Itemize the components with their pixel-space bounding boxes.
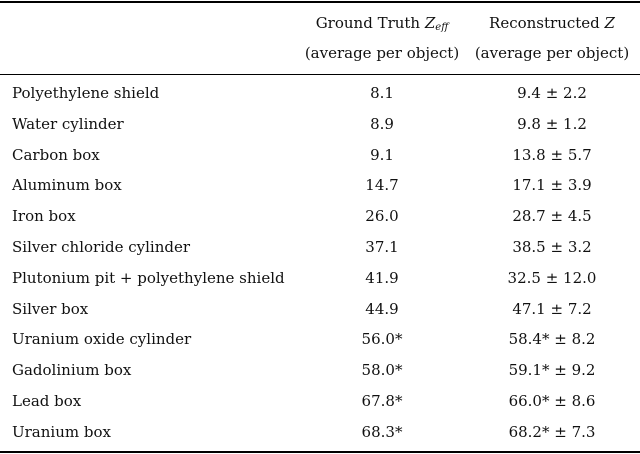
reconstructed-cell: 17.1 ± 3.9	[512, 176, 592, 195]
ground-truth-cell: 58.0*	[361, 361, 403, 380]
reconstructed-cell: 28.7 ± 4.5	[512, 207, 592, 226]
header-reconstructed-note: (average per object)	[474, 44, 630, 62]
ground-truth-cell: 44.9	[365, 299, 399, 318]
reconstructed-cell: 13.8 ± 5.7	[512, 145, 592, 164]
ground-truth-cell: 41.9	[365, 268, 399, 287]
ground-truth-cell: 8.9	[370, 114, 394, 133]
ground-truth-cell: 67.8*	[361, 392, 403, 410]
table-row	[0, 269, 640, 300]
table-row	[0, 238, 640, 269]
header-ground-truth-note: (average per object)	[304, 44, 460, 62]
header-rule	[0, 74, 640, 75]
object-name-cell: Water cylinder	[12, 114, 124, 133]
header-reconstructed-symbol: Z	[604, 14, 615, 32]
object-name-cell: Uranium box	[12, 422, 111, 441]
ground-truth-cell: 68.3*	[361, 422, 403, 441]
table-row	[0, 207, 640, 238]
table-row	[0, 300, 640, 331]
ground-truth-cell: 26.0	[365, 207, 399, 226]
reconstructed-cell: 32.5 ± 12.0	[507, 268, 597, 287]
ground-truth-cell: 9.1	[370, 145, 394, 164]
table-row	[0, 84, 640, 115]
object-name-cell: Polyethylene shield	[12, 84, 160, 102]
top-rule	[0, 1, 640, 3]
reconstructed-cell: 66.0* ± 8.6	[508, 392, 596, 410]
reconstructed-cell: 59.1* ± 9.2	[508, 361, 596, 380]
object-name-cell: Carbon box	[12, 145, 100, 164]
header-ground-truth-symbol: Z	[424, 14, 436, 32]
reconstructed-cell: 58.4* ± 8.2	[508, 330, 596, 349]
header-ground-truth	[300, 14, 464, 37]
object-name-cell: Plutonium pit + polyethylene shield	[12, 268, 285, 287]
reconstructed-cell: 9.4 ± 2.2	[517, 84, 587, 102]
bottom-rule	[0, 451, 640, 453]
object-name-cell: Aluminum box	[12, 176, 122, 195]
reconstructed-cell: 68.2* ± 7.3	[508, 422, 596, 441]
object-name-cell: Silver chloride cylinder	[12, 238, 191, 256]
reconstructed-cell: 47.1 ± 7.2	[512, 299, 592, 318]
ground-truth-cell: 14.7	[365, 176, 399, 195]
object-name-cell: Uranium oxide cylinder	[12, 330, 192, 349]
header-reconstructed-label: Reconstructed	[489, 14, 605, 32]
ground-truth-cell: 56.0*	[361, 330, 403, 349]
object-name-cell: Gadolinium box	[12, 361, 132, 380]
table-row	[0, 330, 640, 361]
table-row	[0, 361, 640, 392]
ground-truth-cell: 8.1	[370, 84, 394, 102]
object-name-cell: Lead box	[12, 392, 82, 410]
table-row	[0, 146, 640, 177]
object-name-cell: Iron box	[12, 207, 76, 226]
table-row	[0, 392, 640, 423]
table-row	[0, 176, 640, 207]
header-ground-truth-subscript: eff	[435, 22, 449, 33]
reconstructed-cell: 38.5 ± 3.2	[512, 238, 592, 256]
table-row	[0, 423, 640, 454]
header-ground-truth-label: Ground Truth	[315, 14, 425, 32]
header-reconstructed	[470, 14, 634, 32]
table-row	[0, 115, 640, 146]
object-name-cell: Silver box	[12, 299, 89, 318]
reconstructed-cell: 9.8 ± 1.2	[517, 114, 587, 133]
ground-truth-cell: 37.1	[365, 238, 399, 256]
